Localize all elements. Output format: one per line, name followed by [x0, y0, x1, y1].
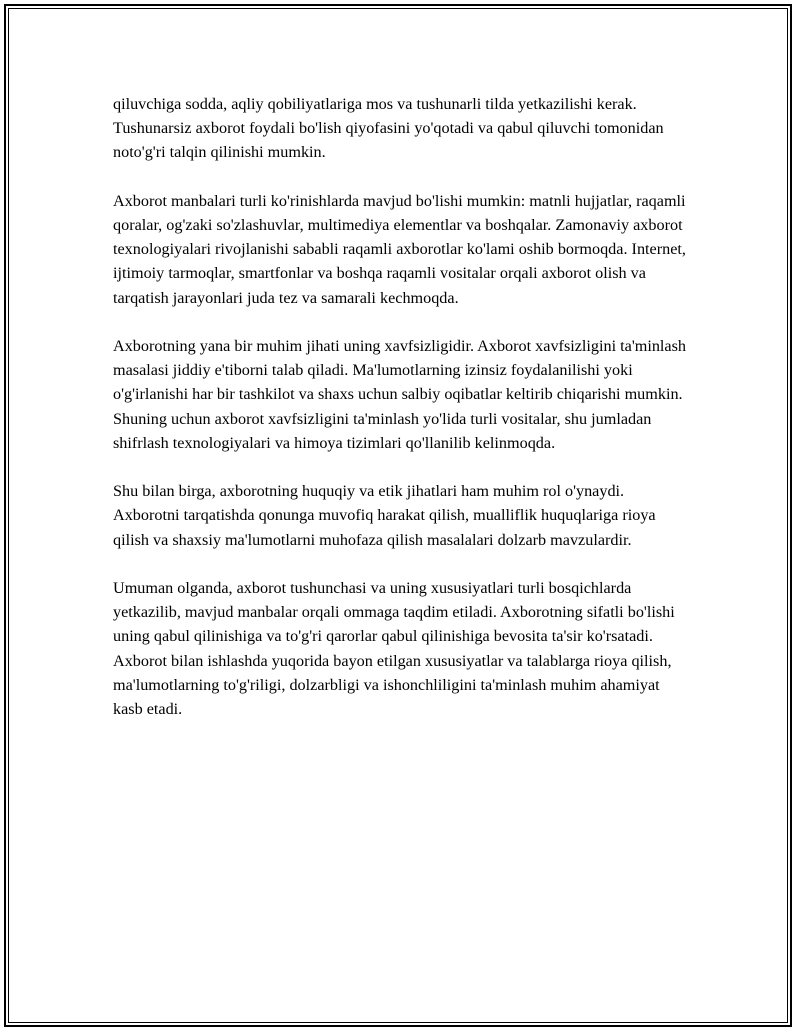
paragraph-2: Axborot manbalari turli ko'rinishlarda mavjud bo'lishi mumkin: matnli hujjatlar, raqamli qoralar, og'zaki so'zlashuvlar, multimediya elementlar va boshqalar. Zamonaviy axborot texnologiyalari rivojlanishi sababli raqamli axborotlar ko'lami oshib bormoqda. Internet, ijtimoiy tarmoqlar, smartfonlar va boshqa raqamli vositalar orqali axborot olish va tarqatish jarayonlari juda tez va samarali kechmoqda.: [113, 191, 686, 307]
paragraph-1: qiluvchiga sodda, aqliy qobiliyatlariga mos va tushunarli tilda yetkazilishi kerak. Tushunarsiz axborot foydali bo'lish qiyofasini yo'qotadi va qabul qiluvchi tomonidan noto'g'ri talqin qilinishi mumkin.: [113, 95, 664, 162]
paragraph-3: Axborotning yana bir muhim jihati uning xavfsizligidir. Axborot xavfsizligini ta'minlash masalasi jiddiy e'tiborni talab qiladi. Ma'lumotlarning izinsiz foydalanilishi yoki o'g'irlanishi har bir tashkilot va shaxs uchun salbiy oqibatlar keltirib chiqarishi mumkin. Shuning uchun axborot xavfsizligini ta'minlash yo'lida turli vositalar, shu jumladan shifrlash texnologiyalari va himoya tizimlari qo'llanilib kelinmoqda.: [113, 337, 687, 452]
paragraph-5: Umuman olganda, axborot tushunchasi va uning xususiyatlari turli bosqichlarda yetkazilib, mavjud manbalar orqali ommaga taqdim etiladi. Axborotning sifatli bo'lishi uning qabul qilinishiga va to'g'ri qarorlar qabul qilinishiga bevosita ta'sir ko'rsatadi. Axborot bilan ishlashda yuqorida bayon etilgan xususiyatlar va talablarga rioya qilish, ma'lumotlarning to'g'riligi, dolzarbligi va ishonchliligini ta'minlash muhim ahamiyat kasb etadi.: [113, 579, 675, 719]
document-body: [113, 92, 693, 745]
paragraph-4: Shu bilan birga, axborotning huquqiy va etik jihatlari ham muhim rol o'ynaydi. Axborotni tarqatishda qonunga muvofiq harakat qilish, mualliflik huquqlariga rioya qilish va shaxsiy ma'lumotlarni muhofaza qilish masalalari dolzarb mavzulardir.: [113, 482, 656, 549]
